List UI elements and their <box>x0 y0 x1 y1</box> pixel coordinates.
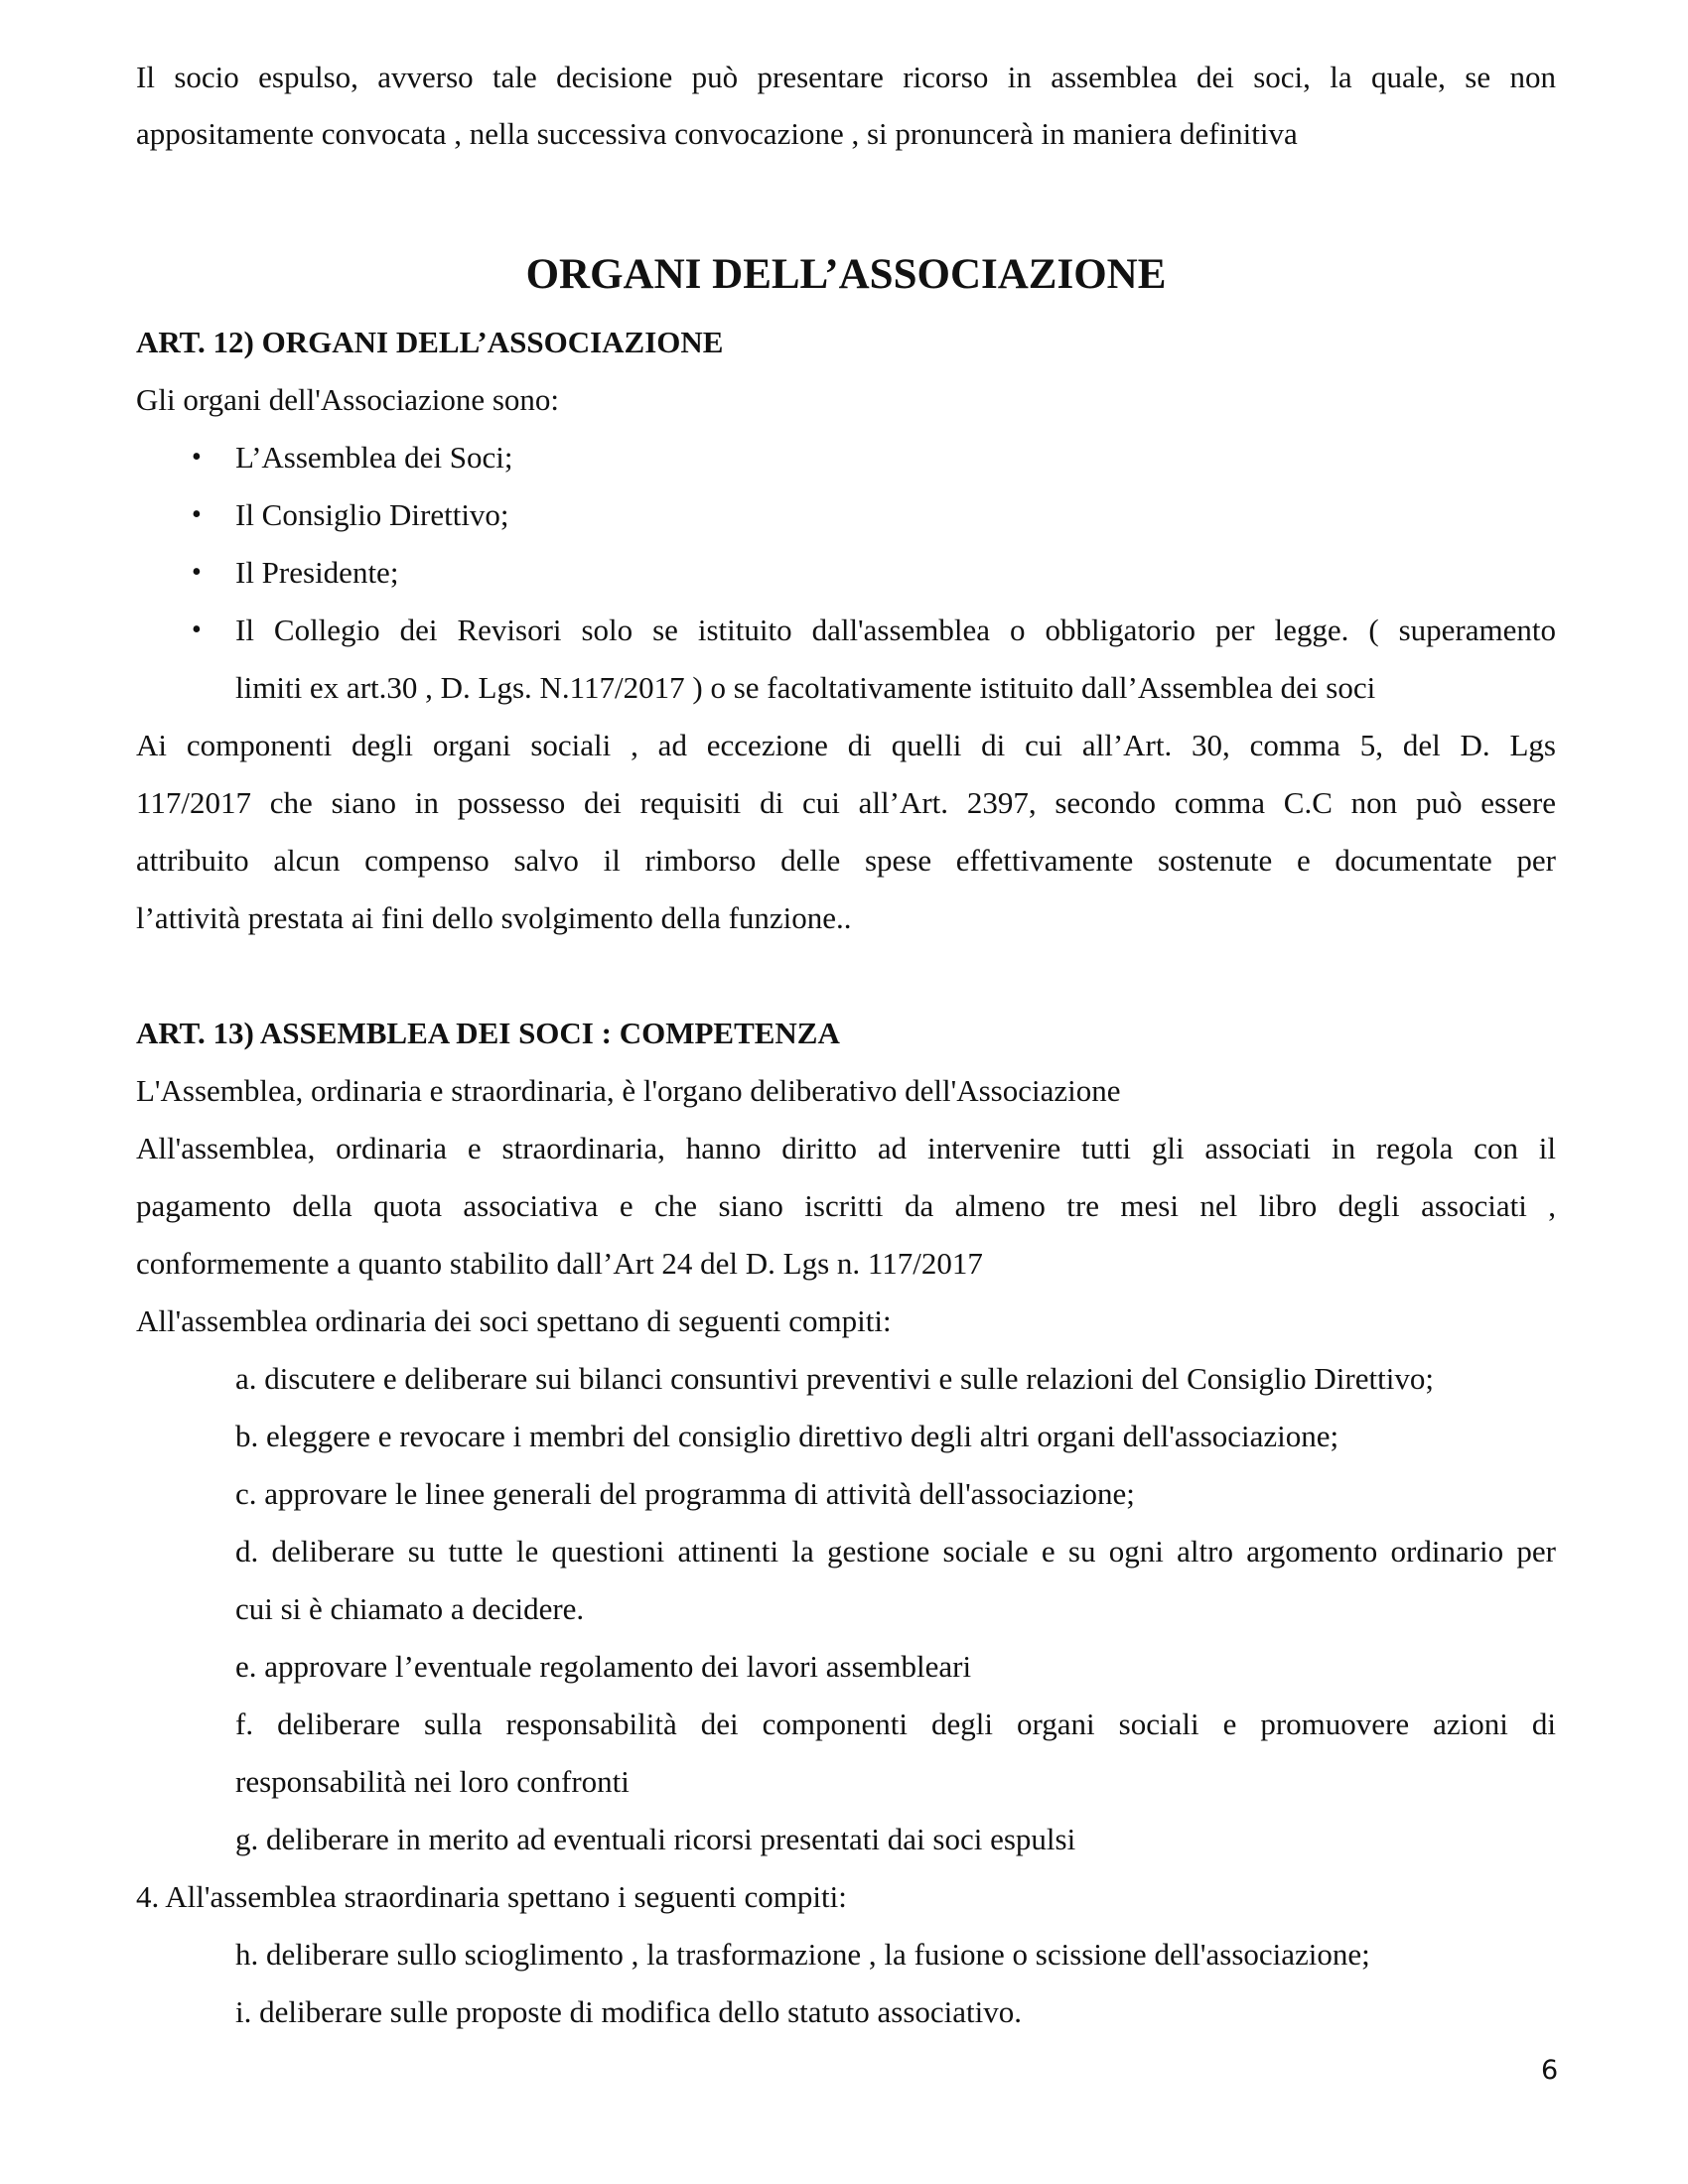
art13-heading: ART. 13) ASSEMBLEA DEI SOCI : COMPETENZA <box>136 1016 840 1050</box>
art12-bullet-1: L’Assemblea dei Soci; <box>235 440 513 475</box>
bullet-icon: • <box>192 614 202 645</box>
art13-item-c: c. approvare le linee generali del programma di attività dell'associazione; <box>235 1476 1135 1511</box>
bullet-icon: • <box>192 499 202 530</box>
art13-para-3: conformemente a quanto stabilito dall’Art 24 del D. Lgs n. 117/2017 <box>136 1246 983 1281</box>
section-title: ORGANI DELL’ASSOCIAZIONE <box>525 251 1167 298</box>
intro-line-2: appositamente convocata , nella successiva convocazione , si pronuncerà in maniera definitiva <box>136 116 1298 151</box>
art12-heading: ART. 12) ORGANI DELL’ASSOCIAZIONE <box>136 325 724 359</box>
page-number: 6 <box>1541 2055 1559 2086</box>
art13-item-d-1: d. deliberare su tutte le questioni attinenti la gestione sociale e su ogni altro argomento ordinario per <box>235 1534 1556 1569</box>
art12-bullet-3: Il Presidente; <box>235 555 399 590</box>
art13-item-b: b. eleggere e revocare i membri del consiglio direttivo degli altri organi dell'associazione; <box>235 1419 1339 1453</box>
bullet-icon: • <box>192 442 202 473</box>
art13-para-2: pagamento della quota associativa e che siano iscritti da almeno tre mesi nel libro degli associati , <box>136 1188 1556 1223</box>
art13-extraordinary-intro: 4. All'assemblea straordinaria spettano i seguenti compiti: <box>136 1879 847 1914</box>
bullet-icon: • <box>192 557 202 588</box>
art12-bullet-2: Il Consiglio Direttivo; <box>235 497 509 532</box>
art12-bullet-4: Il Collegio dei Revisori solo se istituito dall'assemblea o obbligatorio per legge. ( superamento <box>235 613 1556 647</box>
art13-item-e: e. approvare l’eventuale regolamento dei lavori assembleari <box>235 1649 972 1684</box>
art12-para-1: Ai componenti degli organi sociali , ad eccezione di quelli di cui all’Art. 30, comma 5, del D. Lgs <box>136 728 1556 762</box>
art13-item-g: g. deliberare in merito ad eventuali ricorsi presentati dai soci espulsi <box>235 1822 1076 1856</box>
art13-item-f-2: responsabilità nei loro confronti <box>235 1764 630 1799</box>
art12-intro: Gli organi dell'Associazione sono: <box>136 382 560 417</box>
intro-line-1: Il socio espulso, avverso tale decisione può presentare ricorso in assemblea dei soci, la quale, se non <box>136 60 1556 94</box>
art13-item-i: i. deliberare sulle proposte di modifica dello statuto associativo. <box>235 1994 1023 2029</box>
art13-ordinary-intro: All'assemblea ordinaria dei soci spettano di seguenti compiti: <box>136 1303 892 1338</box>
art12-para-3: attribuito alcun compenso salvo il rimborso delle spese effettivamente sostenute e documentate per <box>136 843 1556 878</box>
art13-item-d-2: cui si è chiamato a decidere. <box>235 1591 585 1626</box>
art13-para-1: All'assemblea, ordinaria e straordinaria, hanno diritto ad intervenire tutti gli associati in regola con il <box>136 1131 1556 1165</box>
art12-para-4: l’attività prestata ai fini dello svolgimento della funzione.. <box>136 900 852 935</box>
art13-item-a: a. discutere e deliberare sui bilanci consuntivi preventivi e sulle relazioni del Consiglio Direttivo; <box>235 1361 1434 1396</box>
art12-para-2: 117/2017 che siano in possesso dei requisiti di cui all’Art. 2397, secondo comma C.C non può essere <box>136 785 1556 820</box>
art13-line-1: L'Assemblea, ordinaria e straordinaria, è l'organo deliberativo dell'Associazione <box>136 1073 1121 1108</box>
art13-item-f-1: f. deliberare sulla responsabilità dei componenti degli organi sociali e promuovere azioni di <box>235 1706 1556 1741</box>
art12-bullet-4-cont: limiti ex art.30 , D. Lgs. N.117/2017 ) o se facoltativamente istituito dall’Assemblea dei soci <box>235 670 1376 705</box>
art13-item-h: h. deliberare sullo scioglimento , la trasformazione , la fusione o scissione dell'associazione; <box>235 1937 1370 1972</box>
